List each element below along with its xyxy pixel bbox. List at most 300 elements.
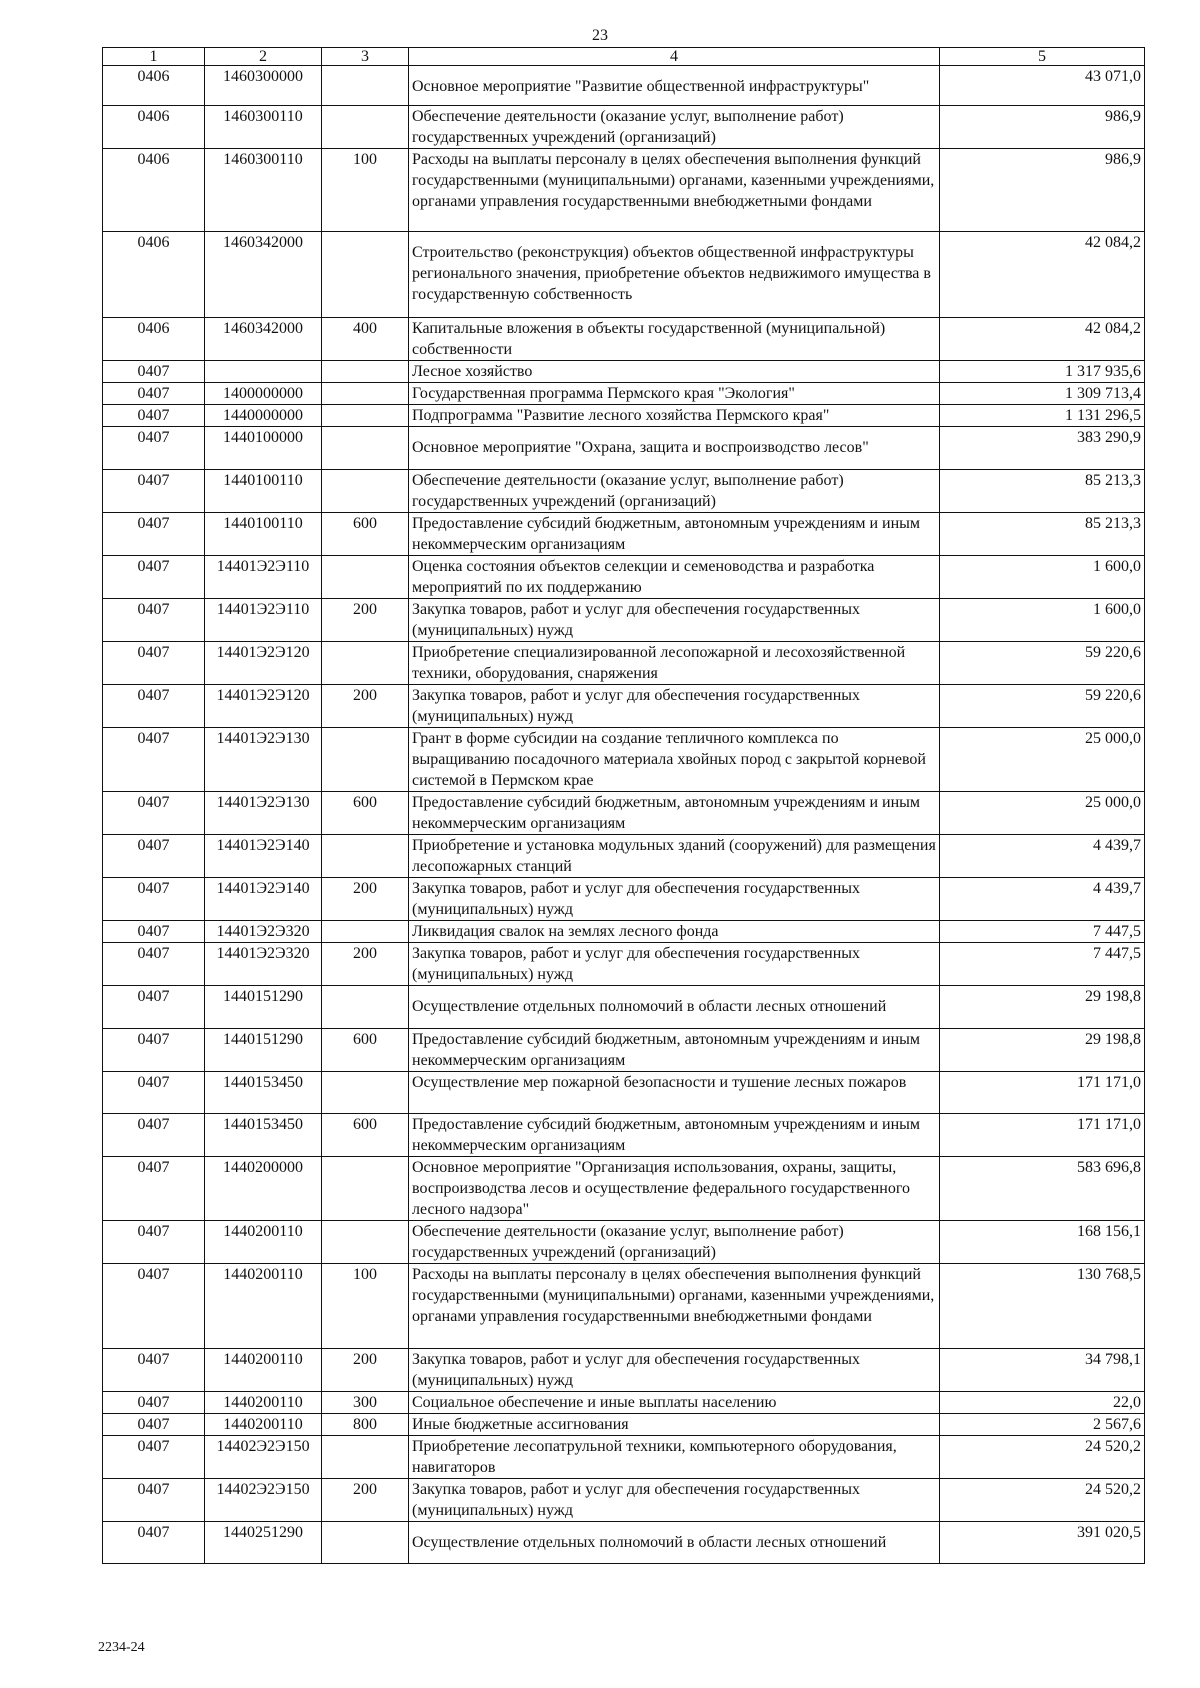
- description-cell: [409, 835, 940, 878]
- target-article-cell: [205, 427, 322, 470]
- description-cell-text: Основное мероприятие "Развитие общественной инфраструктуры": [412, 78, 870, 95]
- description-cell-text: Строительство (реконструкция) объектов общественной инфраструктуры регионального значения, приобретение объектов недвижимого имущества в государственную собственность: [412, 244, 931, 303]
- description-cell-text: Ликвидация свалок на землях лесного фонда: [412, 923, 719, 940]
- amount-cell: [940, 1114, 1145, 1157]
- section-code-cell: [103, 1029, 205, 1072]
- amount-cell: [940, 1264, 1145, 1349]
- table-row: [103, 685, 1145, 728]
- section-code-cell: [103, 405, 205, 427]
- target-article-cell: [205, 642, 322, 685]
- section-code-cell: [103, 556, 205, 599]
- target-article-cell: [205, 149, 322, 232]
- target-article-cell: [205, 66, 322, 106]
- section-code-cell: [103, 318, 205, 361]
- amount-cell: [940, 642, 1145, 685]
- description-cell-text: Закупка товаров, работ и услуг для обеспечения государственных (муниципальных) нужд: [412, 945, 861, 983]
- target-article-cell: [205, 1072, 322, 1114]
- amount-cell: [940, 1157, 1145, 1221]
- description-cell-text: Обеспечение деятельности (оказание услуг, выполнение работ) государственных учреждений (организаций): [412, 108, 844, 146]
- amount-cell: [940, 427, 1145, 470]
- table-row: [103, 1436, 1145, 1479]
- target-article-cell-text: 1460300000: [223, 68, 303, 85]
- table-row: [103, 1479, 1145, 1522]
- header-col-3: 3: [322, 48, 409, 66]
- expense-type-cell: [322, 1221, 409, 1264]
- target-article-cell-text: 1440153450: [223, 1074, 303, 1091]
- amount-cell: [940, 878, 1145, 921]
- expense-type-cell: [322, 1479, 409, 1522]
- section-code-cell: [103, 792, 205, 835]
- amount-cell-text: 171 171,0: [1077, 1116, 1141, 1133]
- header-col-1: 1: [103, 48, 205, 66]
- amount-cell-text: 4 439,7: [1093, 880, 1141, 897]
- expense-type-cell: [322, 66, 409, 106]
- footer-code: 2234-24: [98, 1640, 145, 1655]
- description-cell-text: Предоставление субсидий бюджетным, автономным учреждениям и иным некоммерческим организациям: [412, 794, 921, 832]
- amount-cell: [940, 685, 1145, 728]
- amount-cell-text: 986,9: [1105, 108, 1141, 125]
- table-row: [103, 1072, 1145, 1114]
- table-row: [103, 1414, 1145, 1436]
- expense-type-cell-text: 400: [353, 320, 377, 337]
- target-article-cell-text: 14401Э2Э120: [216, 687, 310, 704]
- amount-cell: [940, 556, 1145, 599]
- target-article-cell-text: 1460342000: [223, 234, 303, 251]
- description-cell: [409, 986, 940, 1029]
- section-code-cell-text: 0407: [137, 385, 170, 402]
- expense-type-cell-text: 300: [353, 1394, 377, 1411]
- section-code-cell-text: 0407: [137, 1394, 170, 1411]
- description-cell: [409, 470, 940, 513]
- target-article-cell-text: 1400000000: [223, 385, 303, 402]
- amount-cell: [940, 792, 1145, 835]
- section-code-cell: [103, 878, 205, 921]
- section-code-cell-text: 0407: [137, 1116, 170, 1133]
- description-cell-text: Осуществление мер пожарной безопасности и тушение лесных пожаров: [412, 1074, 907, 1091]
- description-cell-text: Закупка товаров, работ и услуг для обеспечения государственных (муниципальных) нужд: [412, 601, 861, 639]
- description-cell: [409, 1264, 940, 1349]
- amount-cell: [940, 1349, 1145, 1392]
- section-code-cell: [103, 1479, 205, 1522]
- amount-cell: [940, 232, 1145, 318]
- header-col-5: 5: [940, 48, 1145, 66]
- target-article-cell-text: 14401Э2Э120: [216, 644, 310, 661]
- description-cell: [409, 1157, 940, 1221]
- description-cell: [409, 106, 940, 149]
- table-row: [103, 427, 1145, 470]
- target-article-cell-text: 14402Э2Э150: [216, 1438, 310, 1455]
- section-code-cell: [103, 986, 205, 1029]
- target-article-cell-text: 1460342000: [223, 320, 303, 337]
- amount-cell-text: 391 020,5: [1077, 1524, 1141, 1541]
- section-code-cell: [103, 470, 205, 513]
- section-code-cell-text: 0407: [137, 1481, 170, 1498]
- section-code-cell-text: 0407: [137, 1223, 170, 1240]
- description-cell: [409, 1072, 940, 1114]
- section-code-cell-text: 0407: [137, 1524, 170, 1541]
- description-cell-text: Расходы на выплаты персоналу в целях обеспечения выполнения функций государственными (муниципальными) органами, казенными учреждениями, органами управления государственными внебюджетными фондами: [412, 1266, 935, 1325]
- description-cell-text: Основное мероприятие "Организация использования, охраны, защиты, воспроизводства лесов и осуществление федерального государственного лесного надзора": [412, 1159, 910, 1218]
- table-row: [103, 66, 1145, 106]
- section-code-cell: [103, 728, 205, 792]
- table-row: [103, 556, 1145, 599]
- amount-cell: [940, 835, 1145, 878]
- expense-type-cell-text: 200: [353, 601, 377, 618]
- target-article-cell-text: 14402Э2Э150: [216, 1481, 310, 1498]
- description-cell: [409, 1436, 940, 1479]
- section-code-cell: [103, 513, 205, 556]
- amount-cell: [940, 149, 1145, 232]
- description-cell: [409, 383, 940, 405]
- target-article-cell: [205, 921, 322, 943]
- expense-type-cell: [322, 149, 409, 232]
- description-cell: [409, 318, 940, 361]
- section-code-cell-text: 0406: [137, 108, 170, 125]
- amount-cell: [940, 318, 1145, 361]
- target-article-cell: [205, 1436, 322, 1479]
- target-article-cell-text: 1440100110: [223, 472, 303, 489]
- target-article-cell: [205, 1414, 322, 1436]
- amount-cell-text: 42 084,2: [1085, 234, 1141, 251]
- expense-type-cell: [322, 318, 409, 361]
- expense-type-cell-text: 100: [353, 1266, 377, 1283]
- section-code-cell-text: 0407: [137, 1031, 170, 1048]
- expense-type-cell: [322, 556, 409, 599]
- expense-type-cell: [322, 513, 409, 556]
- expense-type-cell-text: 200: [353, 880, 377, 897]
- amount-cell-text: 1 600,0: [1093, 601, 1141, 618]
- section-code-cell-text: 0407: [137, 687, 170, 704]
- description-cell: [409, 599, 940, 642]
- target-article-cell: [205, 1392, 322, 1414]
- table-row: [103, 149, 1145, 232]
- section-code-cell: [103, 835, 205, 878]
- table-row: [103, 1029, 1145, 1072]
- description-cell-text: Приобретение и установка модульных зданий (сооружений) для размещения лесопожарных станций: [412, 837, 936, 875]
- target-article-cell-text: 1440100000: [223, 429, 303, 446]
- target-article-cell: [205, 1221, 322, 1264]
- description-cell-text: Закупка товаров, работ и услуг для обеспечения государственных (муниципальных) нужд: [412, 687, 861, 725]
- table-row: [103, 470, 1145, 513]
- table-row: [103, 318, 1145, 361]
- section-code-cell: [103, 106, 205, 149]
- target-article-cell: [205, 986, 322, 1029]
- section-code-cell-text: 0407: [137, 1074, 170, 1091]
- amount-cell-text: 25 000,0: [1085, 794, 1141, 811]
- amount-cell: [940, 728, 1145, 792]
- expense-type-cell: [322, 427, 409, 470]
- section-code-cell-text: 0407: [137, 945, 170, 962]
- expense-type-cell-text: 600: [353, 1116, 377, 1133]
- target-article-cell: [205, 232, 322, 318]
- section-code-cell: [103, 1114, 205, 1157]
- section-code-cell: [103, 921, 205, 943]
- amount-cell: [940, 405, 1145, 427]
- amount-cell: [940, 986, 1145, 1029]
- table-row: [103, 106, 1145, 149]
- amount-cell: [940, 1072, 1145, 1114]
- amount-cell-text: 171 171,0: [1077, 1074, 1141, 1091]
- amount-cell: [940, 943, 1145, 986]
- description-cell: [409, 513, 940, 556]
- description-cell-text: Обеспечение деятельности (оказание услуг, выполнение работ) государственных учреждений (организаций): [412, 1223, 844, 1261]
- amount-cell-text: 1 317 935,6: [1065, 363, 1141, 380]
- description-cell-text: Оценка состояния объектов селекции и семеноводства и разработка мероприятий по их поддержанию: [412, 558, 875, 596]
- expense-type-cell: [322, 986, 409, 1029]
- target-article-cell-text: 1440100110: [223, 515, 303, 532]
- target-article-cell: [205, 318, 322, 361]
- section-code-cell: [103, 1522, 205, 1564]
- expense-type-cell: [322, 1349, 409, 1392]
- amount-cell: [940, 1029, 1145, 1072]
- expense-type-cell: [322, 685, 409, 728]
- description-cell: [409, 1114, 940, 1157]
- amount-cell-text: 24 520,2: [1085, 1438, 1141, 1455]
- target-article-cell-text: 1440200110: [223, 1394, 303, 1411]
- target-article-cell-text: 1460300110: [223, 151, 303, 168]
- target-article-cell: [205, 1522, 322, 1564]
- section-code-cell-text: 0407: [137, 1438, 170, 1455]
- amount-cell-text: 1 131 296,5: [1065, 407, 1141, 424]
- expense-type-cell: [322, 1392, 409, 1414]
- expense-type-cell: [322, 1414, 409, 1436]
- section-code-cell-text: 0407: [137, 429, 170, 446]
- description-cell: [409, 66, 940, 106]
- description-cell: [409, 878, 940, 921]
- expense-type-cell-text: 600: [353, 1031, 377, 1048]
- table-row: [103, 878, 1145, 921]
- expense-type-cell-text: 600: [353, 515, 377, 532]
- header-col-4: 4: [409, 48, 940, 66]
- target-article-cell: [205, 835, 322, 878]
- target-article-cell: [205, 106, 322, 149]
- description-cell: [409, 685, 940, 728]
- expense-type-cell: [322, 106, 409, 149]
- amount-cell: [940, 1522, 1145, 1564]
- amount-cell-text: 7 447,5: [1093, 923, 1141, 940]
- table-row: [103, 986, 1145, 1029]
- amount-cell-text: 1 600,0: [1093, 558, 1141, 575]
- description-cell-text: Лесное хозяйство: [412, 363, 533, 380]
- section-code-cell-text: 0407: [137, 472, 170, 489]
- target-article-cell-text: 1440251290: [223, 1524, 303, 1541]
- amount-cell: [940, 1479, 1145, 1522]
- amount-cell-text: 42 084,2: [1085, 320, 1141, 337]
- description-cell-text: Расходы на выплаты персоналу в целях обеспечения выполнения функций государственными (муниципальными) органами, казенными учреждениями, органами управления государственными внебюджетными фондами: [412, 151, 935, 210]
- expense-type-cell: [322, 383, 409, 405]
- expense-type-cell-text: 200: [353, 687, 377, 704]
- expense-type-cell: [322, 878, 409, 921]
- description-cell: [409, 1479, 940, 1522]
- section-code-cell: [103, 232, 205, 318]
- description-cell-text: Предоставление субсидий бюджетным, автономным учреждениям и иным некоммерческим организациям: [412, 1031, 921, 1069]
- section-code-cell-text: 0407: [137, 1351, 170, 1368]
- section-code-cell: [103, 66, 205, 106]
- amount-cell: [940, 513, 1145, 556]
- target-article-cell: [205, 556, 322, 599]
- section-code-cell: [103, 427, 205, 470]
- target-article-cell-text: 14401Э2Э110: [216, 558, 310, 575]
- target-article-cell: [205, 405, 322, 427]
- amount-cell: [940, 1392, 1145, 1414]
- description-cell-text: Приобретение специализированной лесопожарной и лесохозяйственной техники, оборудования, снаряжения: [412, 644, 906, 682]
- amount-cell-text: 34 798,1: [1085, 1351, 1141, 1368]
- target-article-cell-text: 1440200110: [223, 1351, 303, 1368]
- target-article-cell: [205, 1349, 322, 1392]
- amount-cell: [940, 106, 1145, 149]
- amount-cell-text: 43 071,0: [1085, 68, 1141, 85]
- section-code-cell-text: 0407: [137, 601, 170, 618]
- amount-cell: [940, 66, 1145, 106]
- description-cell-text: Подпрограмма "Развитие лесного хозяйства Пермского края": [412, 407, 830, 424]
- description-cell: [409, 427, 940, 470]
- table-row: [103, 1157, 1145, 1221]
- amount-cell-text: 22,0: [1113, 1394, 1141, 1411]
- target-article-cell: [205, 685, 322, 728]
- description-cell: [409, 792, 940, 835]
- amount-cell-text: 59 220,6: [1085, 687, 1141, 704]
- section-code-cell: [103, 1157, 205, 1221]
- description-cell-text: Обеспечение деятельности (оказание услуг, выполнение работ) государственных учреждений (организаций): [412, 472, 844, 510]
- description-cell-text: Осуществление отдельных полномочий в области лесных отношений: [412, 1534, 887, 1551]
- target-article-cell: [205, 1479, 322, 1522]
- description-cell-text: Закупка товаров, работ и услуг для обеспечения государственных (муниципальных) нужд: [412, 1481, 861, 1519]
- amount-cell: [940, 921, 1145, 943]
- description-cell: [409, 1414, 940, 1436]
- table-row: [103, 835, 1145, 878]
- target-article-cell-text: 14401Э2Э140: [216, 837, 310, 854]
- expense-type-cell-text: 200: [353, 1351, 377, 1368]
- table-row: [103, 405, 1145, 427]
- description-cell: [409, 405, 940, 427]
- target-article-cell-text: 14401Э2Э110: [216, 601, 310, 618]
- expense-type-cell: [322, 943, 409, 986]
- description-cell: [409, 1349, 940, 1392]
- description-cell: [409, 943, 940, 986]
- table-row: [103, 361, 1145, 383]
- target-article-cell: [205, 599, 322, 642]
- table-row: [103, 728, 1145, 792]
- section-code-cell: [103, 1072, 205, 1114]
- header-row: [103, 48, 1145, 66]
- target-article-cell: [205, 1114, 322, 1157]
- amount-cell-text: 4 439,7: [1093, 837, 1141, 854]
- expense-type-cell: [322, 232, 409, 318]
- budget-table: [102, 47, 1145, 1564]
- description-cell: [409, 921, 940, 943]
- expense-type-cell: [322, 642, 409, 685]
- description-cell-text: Закупка товаров, работ и услуг для обеспечения государственных (муниципальных) нужд: [412, 1351, 861, 1389]
- target-article-cell: [205, 513, 322, 556]
- target-article-cell-text: 1440000000: [223, 407, 303, 424]
- table-body: [103, 66, 1145, 1564]
- target-article-cell-text: 1460300110: [223, 108, 303, 125]
- section-code-cell: [103, 943, 205, 986]
- description-cell: [409, 149, 940, 232]
- expense-type-cell: [322, 835, 409, 878]
- target-article-cell-text: 1440200110: [223, 1266, 303, 1283]
- expense-type-cell: [322, 1157, 409, 1221]
- expense-type-cell-text: 800: [353, 1416, 377, 1433]
- section-code-cell-text: 0406: [137, 151, 170, 168]
- description-cell-text: Социальное обеспечение и иные выплаты населению: [412, 1394, 777, 1411]
- expense-type-cell: [322, 1114, 409, 1157]
- target-article-cell-text: 1440151290: [223, 1031, 303, 1048]
- description-cell: [409, 728, 940, 792]
- section-code-cell-text: 0407: [137, 1416, 170, 1433]
- table-row: [103, 1114, 1145, 1157]
- amount-cell: [940, 599, 1145, 642]
- target-article-cell-text: 1440200000: [223, 1159, 303, 1176]
- target-article-cell-text: 14401Э2Э140: [216, 880, 310, 897]
- table-row: [103, 232, 1145, 318]
- section-code-cell: [103, 642, 205, 685]
- description-cell-text: Капитальные вложения в объекты государственной (муниципальной) собственности: [412, 320, 886, 358]
- section-code-cell-text: 0407: [137, 794, 170, 811]
- table-row: [103, 1264, 1145, 1349]
- target-article-cell: [205, 470, 322, 513]
- target-article-cell-text: 1440200110: [223, 1223, 303, 1240]
- target-article-cell: [205, 878, 322, 921]
- expense-type-cell-text: 100: [353, 151, 377, 168]
- target-article-cell: [205, 1157, 322, 1221]
- section-code-cell-text: 0407: [137, 923, 170, 940]
- amount-cell: [940, 1436, 1145, 1479]
- amount-cell-text: 383 290,9: [1077, 429, 1141, 446]
- table-row: [103, 1392, 1145, 1414]
- description-cell: [409, 1392, 940, 1414]
- amount-cell-text: 7 447,5: [1093, 945, 1141, 962]
- expense-type-cell: [322, 921, 409, 943]
- target-article-cell-text: 1440153450: [223, 1116, 303, 1133]
- section-code-cell-text: 0407: [137, 988, 170, 1005]
- amount-cell-text: 29 198,8: [1085, 1031, 1141, 1048]
- expense-type-cell-text: 600: [353, 794, 377, 811]
- amount-cell-text: 583 696,8: [1077, 1159, 1141, 1176]
- section-code-cell: [103, 599, 205, 642]
- amount-cell-text: 1 309 713,4: [1065, 385, 1141, 402]
- section-code-cell: [103, 383, 205, 405]
- target-article-cell: [205, 943, 322, 986]
- description-cell-text: Предоставление субсидий бюджетным, автономным учреждениям и иным некоммерческим организациям: [412, 515, 921, 553]
- section-code-cell-text: 0407: [137, 880, 170, 897]
- description-cell: [409, 556, 940, 599]
- section-code-cell: [103, 1414, 205, 1436]
- amount-cell: [940, 383, 1145, 405]
- header-col-2: 2: [205, 48, 322, 66]
- amount-cell: [940, 470, 1145, 513]
- expense-type-cell: [322, 1264, 409, 1349]
- table-row: [103, 513, 1145, 556]
- amount-cell: [940, 1221, 1145, 1264]
- target-article-cell: [205, 728, 322, 792]
- description-cell: [409, 1029, 940, 1072]
- table-row: [103, 383, 1145, 405]
- expense-type-cell: [322, 405, 409, 427]
- page-number: 23: [592, 27, 608, 44]
- description-cell-text: Закупка товаров, работ и услуг для обеспечения государственных (муниципальных) нужд: [412, 880, 861, 918]
- section-code-cell-text: 0407: [137, 407, 170, 424]
- table-row: [103, 1349, 1145, 1392]
- table-row: [103, 943, 1145, 986]
- amount-cell-text: 29 198,8: [1085, 988, 1141, 1005]
- expense-type-cell: [322, 361, 409, 383]
- section-code-cell: [103, 1392, 205, 1414]
- target-article-cell-text: 14401Э2Э130: [216, 794, 310, 811]
- description-cell-text: Основное мероприятие "Охрана, защита и воспроизводство лесов": [412, 439, 869, 456]
- amount-cell-text: 85 213,3: [1085, 515, 1141, 532]
- section-code-cell-text: 0407: [137, 644, 170, 661]
